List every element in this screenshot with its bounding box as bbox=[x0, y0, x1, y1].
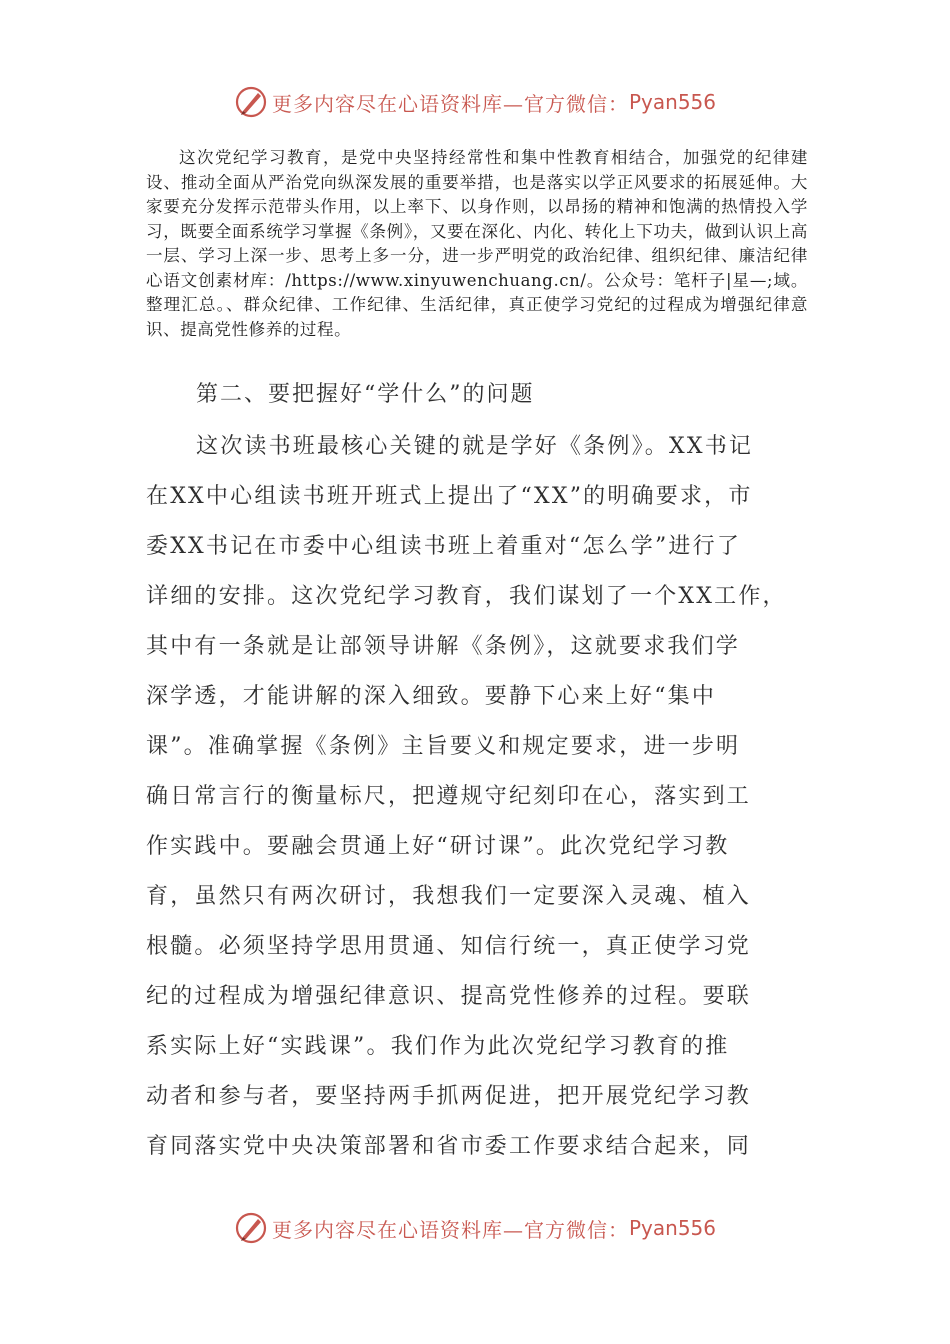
body-line: 作实践中。要融会贯通上好“研讨课”。此次党纪学习教 bbox=[146, 834, 730, 859]
body-line: 育同落实党中央决策部署和省市委工作要求结合起来，同 bbox=[146, 1134, 752, 1159]
banner-text: 更多内容尽在心语资料库—官方微信： bbox=[271, 91, 629, 116]
body-line: 课”。准确掌握《条例》主旨要义和规定要求，进一步明 bbox=[146, 734, 741, 759]
body-line: 深学透，才能讲解的深入细致。要静下心来上好“集中 bbox=[146, 684, 717, 709]
body-line: 委XX书记在市委中心组读书班上着重对“怎么学”进行了 bbox=[146, 534, 742, 559]
body-line: 确日常言行的衡量标尺，把遵规守纪刻印在心，落实到工 bbox=[146, 784, 752, 809]
footer-banner bbox=[0, 1206, 950, 1250]
intro-paragraph-block bbox=[146, 146, 808, 342]
body-line: 纪的过程成为增强纪律意识、提高党性修养的过程。要联 bbox=[146, 984, 752, 1009]
body-line: 这次读书班最核心关键的就是学好《条例》。XX书记 bbox=[196, 434, 754, 459]
pen-circle-logo-icon bbox=[234, 1211, 268, 1245]
body-text bbox=[146, 422, 808, 1172]
banner-text: 更多内容尽在心语资料库—官方微信： bbox=[271, 1217, 629, 1242]
body-line: 系实际上好“实践课”。我们作为此次党纪学习教育的推 bbox=[146, 1034, 730, 1059]
body-line: 根髓。必须坚持学思用贯通、知信行统一，真正使学习党 bbox=[146, 934, 752, 959]
intro-paragraph: 这次党纪学习教育，是党中央坚持经常性和集中性教育相结合，加强党的纪律建设、推动全面从严治党向纵深发展的重要举措，也是落实以学正风要求的拓展延伸。大家要充分发挥示范带头作用，以上率下、以身作则，以昂扬的精神和饱满的热情投入学习，既要全面系统学习掌握《条例》，又要在深化、内化、转化上下功夫，做到认识上高一层、学习上深一步、思考上多一分，进一步严明党的政治纪律、组织纪律、廉洁纪律心语文创素材库：/https://www.xinyuwenchuang.cn/。公众号：笔杆子|星—;域。整理汇总。、群众纪律、工作纪律、生活纪律，真正使学习党纪的过程成为增强纪律意识、提高党性修养的过程。 bbox=[146, 148, 808, 339]
body-line: 育，虽然只有两次研讨，我想我们一定要深入灵魂、植入 bbox=[146, 884, 752, 909]
body-line: 详细的安排。这次党纪学习教育，我们谋划了一个XX工作， bbox=[146, 584, 787, 609]
header-banner bbox=[0, 80, 950, 124]
body-line: 在XX中心组读书班开班式上提出了“XX”的明确要求，市 bbox=[146, 484, 753, 509]
body-line: 其中有一条就是让部领导讲解《条例》，这就要求我们学 bbox=[146, 634, 741, 659]
banner-wechat-id: Pyan556 bbox=[628, 90, 716, 114]
body-line: 动者和参与者，要坚持两手抓两促进，把开展党纪学习教 bbox=[146, 1084, 752, 1109]
pen-circle-logo-icon bbox=[234, 85, 268, 119]
section-heading: 第二、要把握好“学什么”的问题 bbox=[196, 382, 535, 407]
banner-wechat-id: Pyan556 bbox=[628, 1216, 716, 1240]
